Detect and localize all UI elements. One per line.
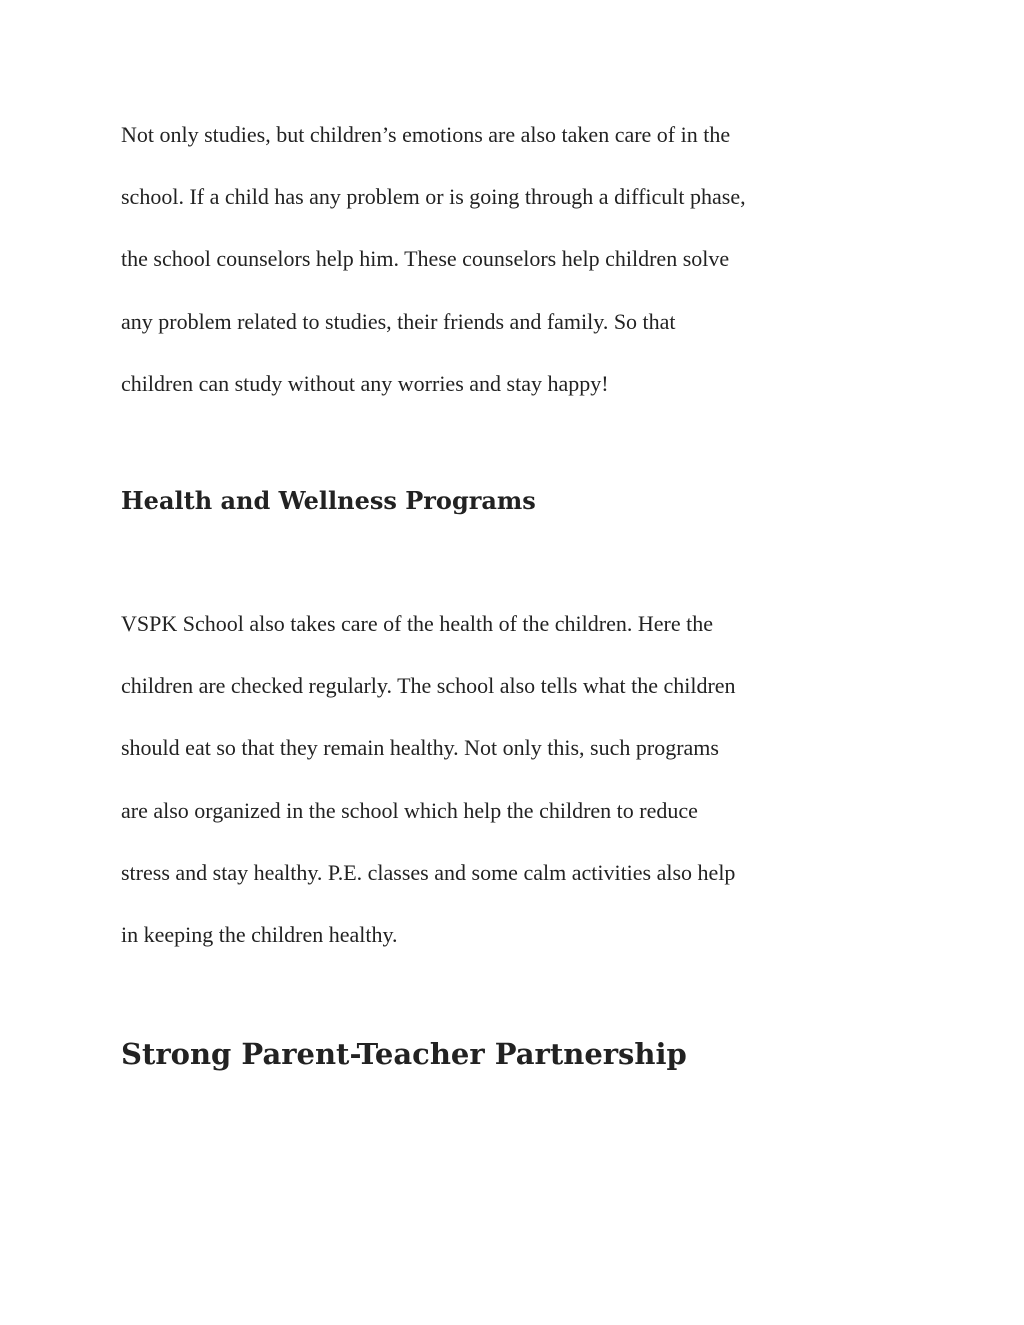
- paragraph-line: should eat so that they remain healthy. Not only this, such programs: [121, 735, 719, 760]
- paragraph-line: the school counselors help him. These counselors help children solve: [121, 246, 730, 271]
- paragraph-line: children can study without any worries and stay happy!: [121, 371, 609, 396]
- paragraph-line: VSPK School also takes care of the health of the children. Here the: [121, 611, 713, 636]
- paragraph-line: in keeping the children healthy.: [121, 922, 398, 947]
- paragraph-line: are also organized in the school which help the children to reduce: [121, 798, 698, 823]
- heading-parent-teacher-partnership: Strong Parent-Teacher Partnership: [121, 1037, 687, 1071]
- paragraph-line: Not only studies, but children’s emotions are also taken care of in the: [121, 122, 731, 147]
- paragraph-line: school. If a child has any problem or is going through a difficult phase,: [121, 184, 746, 209]
- heading-health-wellness: Health and Wellness Programs: [121, 486, 536, 515]
- paragraph-line: children are checked regularly. The school also tells what the children: [121, 673, 736, 698]
- paragraph-line: stress and stay healthy. P.E. classes and some calm activities also help: [121, 860, 736, 885]
- paragraph-line: any problem related to studies, their friends and family. So that: [121, 309, 676, 334]
